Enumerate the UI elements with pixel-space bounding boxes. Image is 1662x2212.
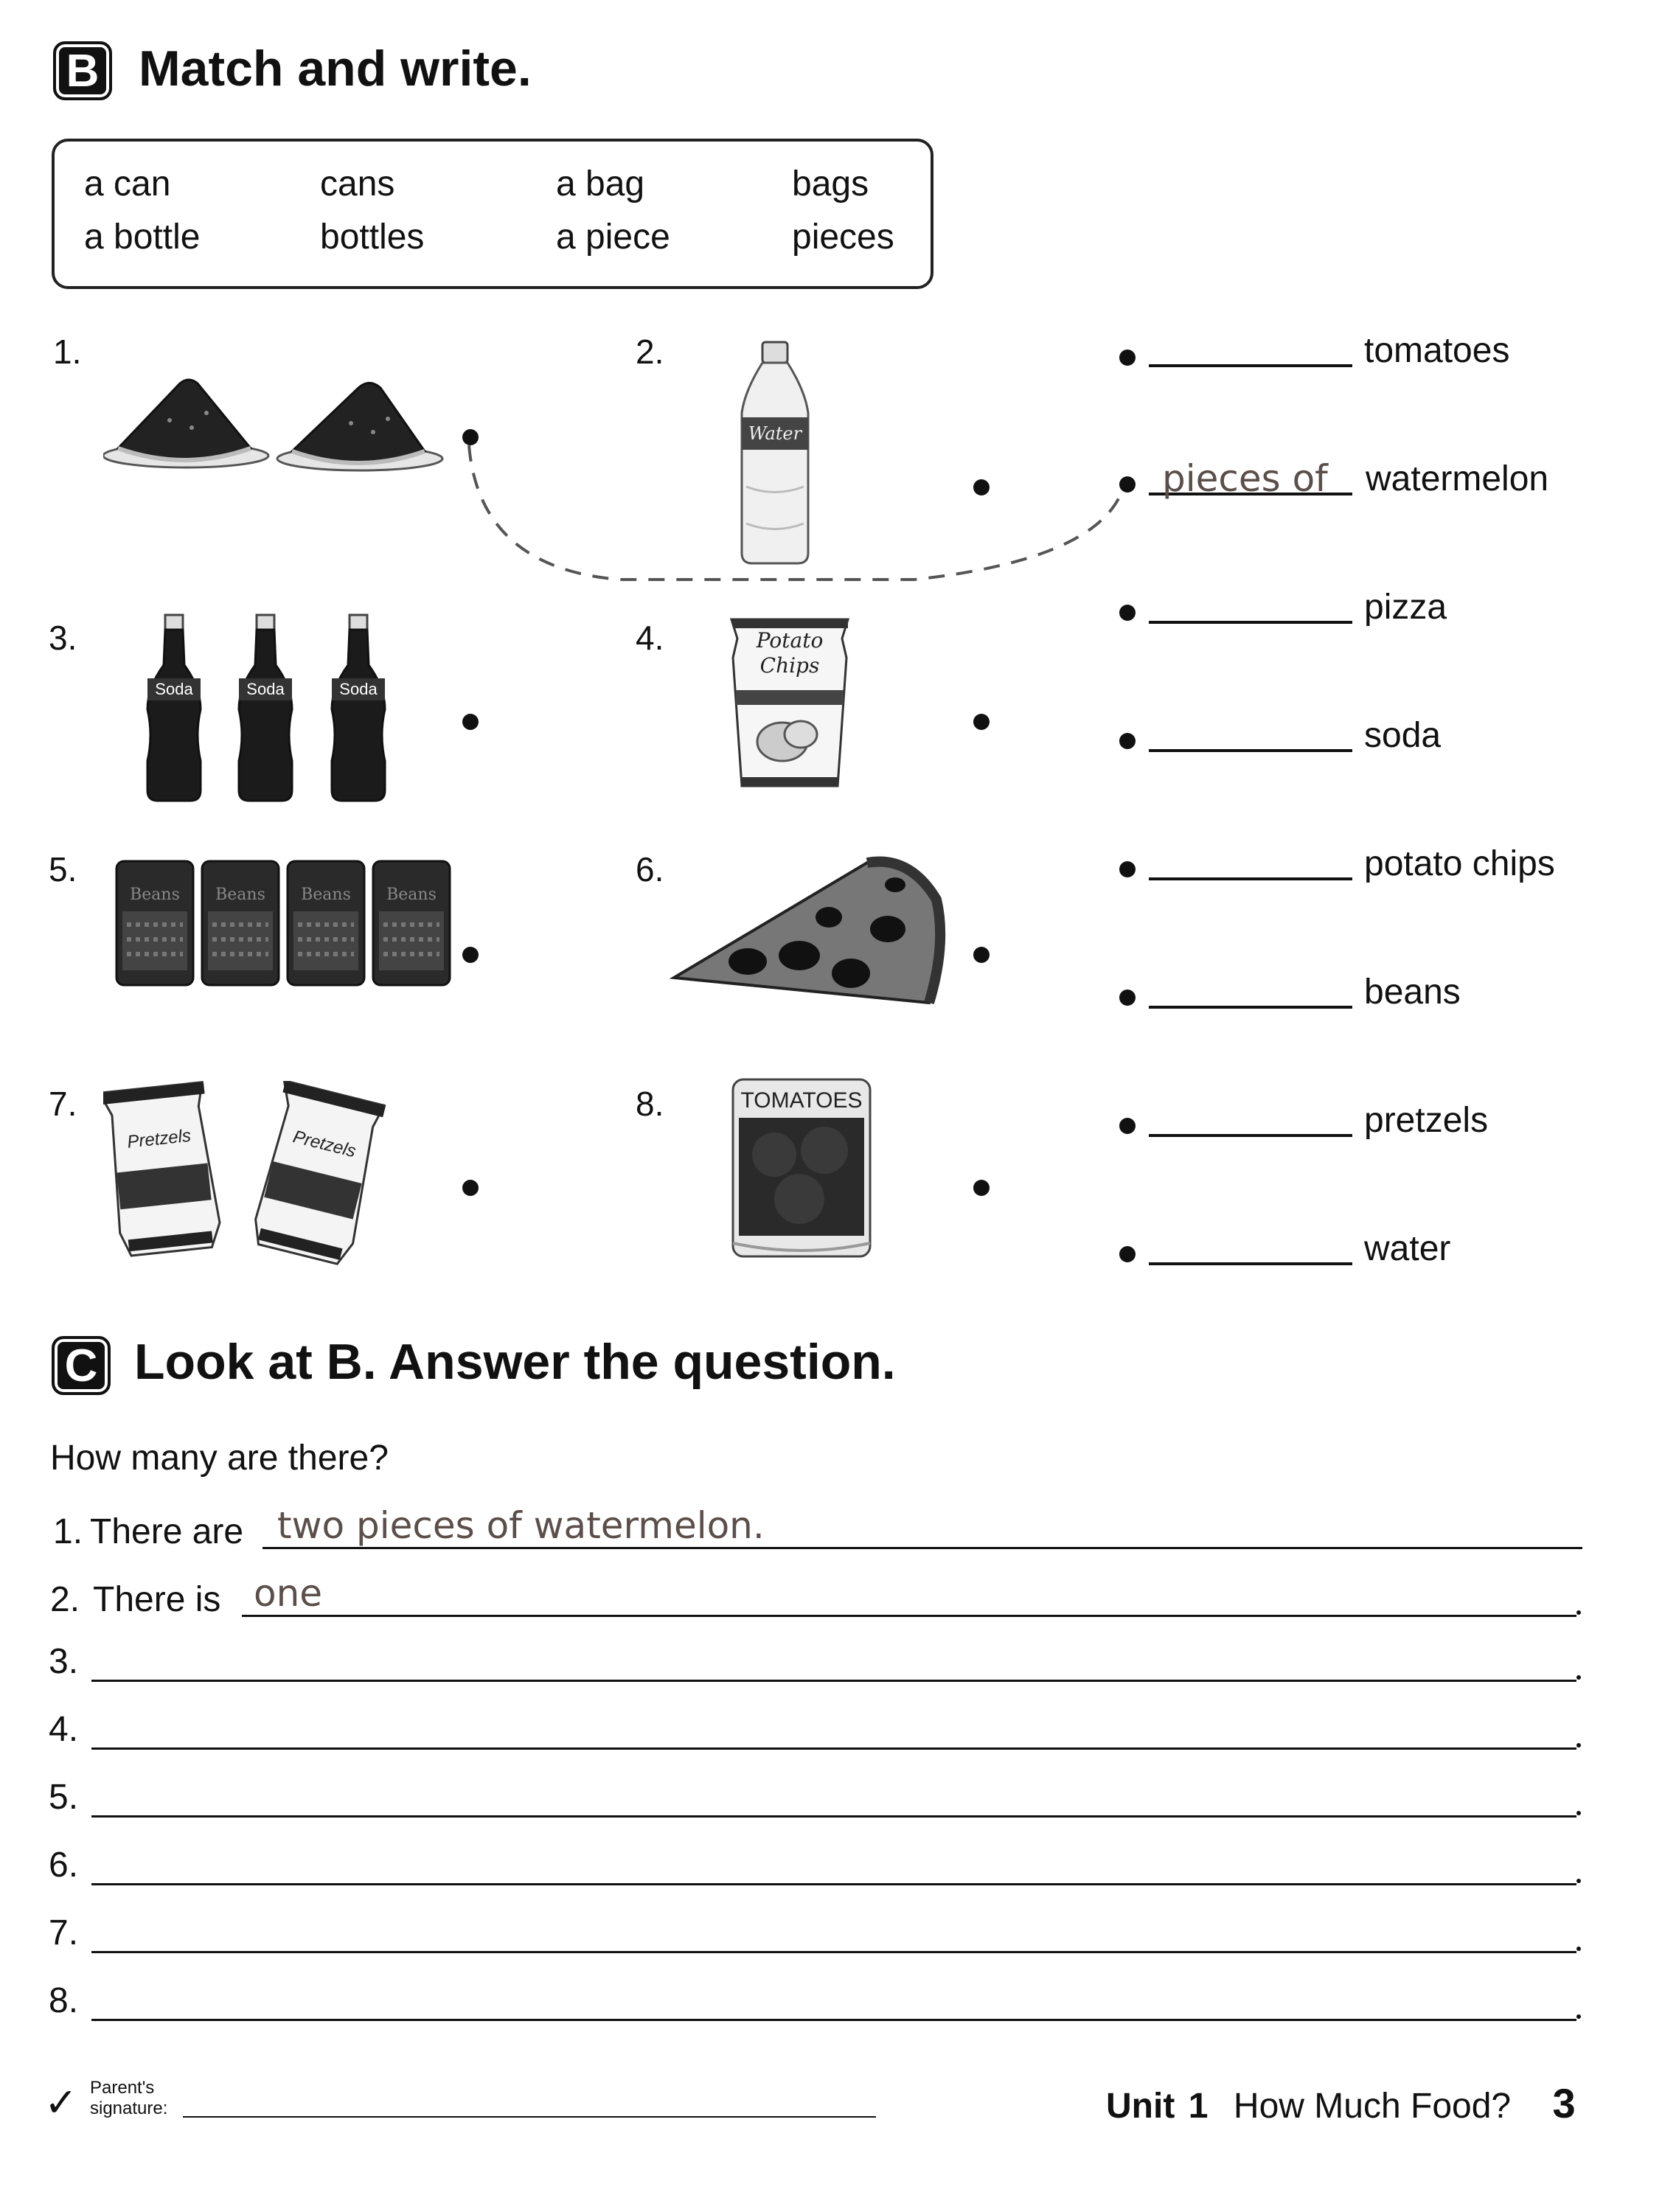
period-mark bbox=[1576, 1879, 1581, 1883]
answer-line[interactable] bbox=[91, 1747, 1576, 1750]
word-list-label: pizza bbox=[1364, 588, 1447, 627]
bean-can-icon bbox=[373, 861, 450, 985]
answer-number: 5. bbox=[49, 1778, 79, 1817]
bean-can-icon bbox=[117, 861, 193, 985]
soda-bottle-icon bbox=[147, 615, 201, 801]
match-dot-item-7[interactable] bbox=[462, 1180, 479, 1196]
item-number-1: 1. bbox=[53, 333, 82, 371]
svg-text:Soda: Soda bbox=[246, 680, 285, 698]
word-a-can: a can bbox=[84, 164, 171, 204]
answer-line[interactable] bbox=[91, 1815, 1576, 1818]
svg-text:Pretzels: Pretzels bbox=[126, 1125, 192, 1152]
watermelon-picture bbox=[103, 369, 457, 479]
svg-text:Pretzels: Pretzels bbox=[291, 1127, 358, 1162]
pretzel-bag-icon bbox=[244, 1081, 387, 1265]
word-list-dot[interactable] bbox=[1119, 605, 1136, 621]
item-number-6: 6. bbox=[636, 850, 664, 888]
handwritten-answer: two pieces of watermelon. bbox=[277, 1504, 765, 1547]
svg-text:Soda: Soda bbox=[155, 680, 193, 698]
section-c-title: Look at B. Answer the question. bbox=[134, 1334, 896, 1390]
word-list-label: beans bbox=[1364, 973, 1461, 1012]
handwritten-answer-watermelon: pieces of bbox=[1162, 457, 1328, 500]
item-number-2: 2. bbox=[636, 333, 664, 371]
word-list-label: tomatoes bbox=[1364, 331, 1510, 370]
answer-line[interactable] bbox=[91, 1951, 1576, 1953]
answer-prefix: There are bbox=[90, 1512, 244, 1551]
bean-cans-picture bbox=[115, 858, 469, 988]
svg-text:Soda: Soda bbox=[339, 680, 378, 698]
answer-line[interactable] bbox=[262, 1547, 1582, 1549]
match-connector-line bbox=[457, 435, 1136, 597]
section-b-badge: B bbox=[53, 41, 112, 100]
match-dot-item-4[interactable] bbox=[973, 714, 990, 730]
word-list-dot[interactable] bbox=[1119, 861, 1136, 877]
tomato-can-picture bbox=[730, 1074, 873, 1262]
match-dot-item-3[interactable] bbox=[462, 714, 479, 730]
svg-text:Beans: Beans bbox=[130, 886, 180, 904]
section-b-title: Match and write. bbox=[139, 41, 532, 97]
period-mark bbox=[1576, 1610, 1581, 1615]
svg-text:Beans: Beans bbox=[386, 886, 437, 904]
potato-chips-picture bbox=[727, 616, 852, 793]
question-text: How many are there? bbox=[50, 1439, 389, 1478]
answer-line[interactable] bbox=[242, 1615, 1576, 1617]
answer-line[interactable] bbox=[91, 1883, 1576, 1885]
unit-footer bbox=[1106, 2079, 1576, 2127]
item-number-7: 7. bbox=[49, 1085, 77, 1123]
parent-signature-line[interactable] bbox=[183, 2116, 876, 2118]
svg-text:Beans: Beans bbox=[215, 886, 265, 904]
item-number-3: 3. bbox=[49, 619, 77, 657]
word-list-blank[interactable] bbox=[1149, 364, 1352, 367]
item-number-4: 4. bbox=[636, 619, 664, 657]
answer-line[interactable] bbox=[91, 1680, 1576, 1682]
soda-bottle-icon bbox=[239, 615, 292, 801]
unit-label: Unit bbox=[1106, 2087, 1175, 2126]
word-a-bottle: a bottle bbox=[84, 218, 201, 257]
answer-number: 1. bbox=[53, 1512, 83, 1551]
word-list-label: pretzels bbox=[1364, 1101, 1489, 1140]
answer-prefix: There is bbox=[93, 1580, 221, 1619]
bean-can-icon bbox=[288, 861, 364, 985]
match-dot-item-8[interactable] bbox=[973, 1180, 990, 1196]
item-number-8: 8. bbox=[636, 1085, 664, 1123]
word-list-label: watermelon bbox=[1366, 459, 1549, 498]
svg-text:Potato: Potato bbox=[756, 628, 824, 653]
word-list-dot[interactable] bbox=[1119, 990, 1136, 1006]
parent-signature-label: Parent's signature: bbox=[90, 2078, 168, 2118]
unit-title: How Much Food? bbox=[1233, 2087, 1512, 2126]
period-mark bbox=[1576, 1743, 1581, 1747]
checkmark-icon: ✓ bbox=[44, 2079, 78, 2126]
pretzel-bags-picture bbox=[103, 1081, 398, 1265]
word-list-dot[interactable] bbox=[1119, 476, 1136, 493]
word-list-dot[interactable] bbox=[1119, 349, 1136, 366]
word-list-blank[interactable] bbox=[1149, 877, 1352, 880]
word-list-label: potato chips bbox=[1364, 844, 1555, 883]
word-list-label: soda bbox=[1364, 716, 1442, 755]
match-dot-item-6[interactable] bbox=[973, 947, 990, 963]
word-list-blank[interactable] bbox=[1149, 1262, 1352, 1265]
word-a-piece: a piece bbox=[556, 218, 670, 257]
word-list-blank[interactable] bbox=[1149, 749, 1352, 752]
svg-text:Beans: Beans bbox=[301, 886, 351, 904]
answer-number: 6. bbox=[49, 1846, 79, 1885]
pretzel-bag-icon bbox=[103, 1082, 222, 1257]
word-list-blank[interactable] bbox=[1149, 1006, 1352, 1009]
unit-number: 1 bbox=[1188, 2087, 1209, 2126]
word-bags: bags bbox=[792, 164, 869, 204]
svg-text:Water: Water bbox=[748, 423, 802, 444]
answer-number: 3. bbox=[49, 1642, 79, 1681]
period-mark bbox=[1576, 2014, 1581, 2019]
word-list-blank[interactable] bbox=[1149, 621, 1352, 624]
svg-text:Chips: Chips bbox=[759, 653, 820, 678]
handwritten-answer: one bbox=[254, 1572, 323, 1615]
answer-line[interactable] bbox=[91, 2019, 1576, 2021]
word-list-dot[interactable] bbox=[1119, 1246, 1136, 1262]
word-bottles: bottles bbox=[320, 218, 425, 257]
word-list-dot[interactable] bbox=[1119, 1118, 1136, 1134]
answer-number: 2. bbox=[50, 1580, 80, 1619]
word-box bbox=[52, 139, 933, 289]
answer-number: 4. bbox=[49, 1710, 79, 1749]
word-list-dot[interactable] bbox=[1119, 733, 1136, 749]
word-pieces: pieces bbox=[792, 218, 894, 257]
soda-bottles-picture bbox=[145, 613, 403, 805]
page-number: 3 bbox=[1552, 2080, 1576, 2126]
pizza-slice-picture bbox=[667, 855, 947, 1010]
section-c-badge: C bbox=[52, 1336, 111, 1395]
word-list-label: water bbox=[1364, 1229, 1451, 1268]
item-number-5: 5. bbox=[49, 850, 77, 888]
word-a-bag: a bag bbox=[556, 164, 645, 204]
period-mark bbox=[1576, 1675, 1581, 1680]
word-list-blank[interactable] bbox=[1149, 1134, 1352, 1137]
match-dot-item-5[interactable] bbox=[462, 947, 479, 963]
period-mark bbox=[1576, 1811, 1581, 1815]
answer-number: 7. bbox=[49, 1913, 79, 1952]
svg-text:TOMATOES: TOMATOES bbox=[740, 1088, 863, 1113]
watermelon-slice-icon bbox=[277, 383, 442, 470]
word-cans: cans bbox=[320, 164, 395, 204]
soda-bottle-icon bbox=[332, 615, 385, 801]
watermelon-slice-icon bbox=[103, 380, 268, 467]
answer-number: 8. bbox=[49, 1981, 79, 2020]
period-mark bbox=[1576, 1947, 1581, 1951]
bean-can-icon bbox=[202, 861, 279, 985]
